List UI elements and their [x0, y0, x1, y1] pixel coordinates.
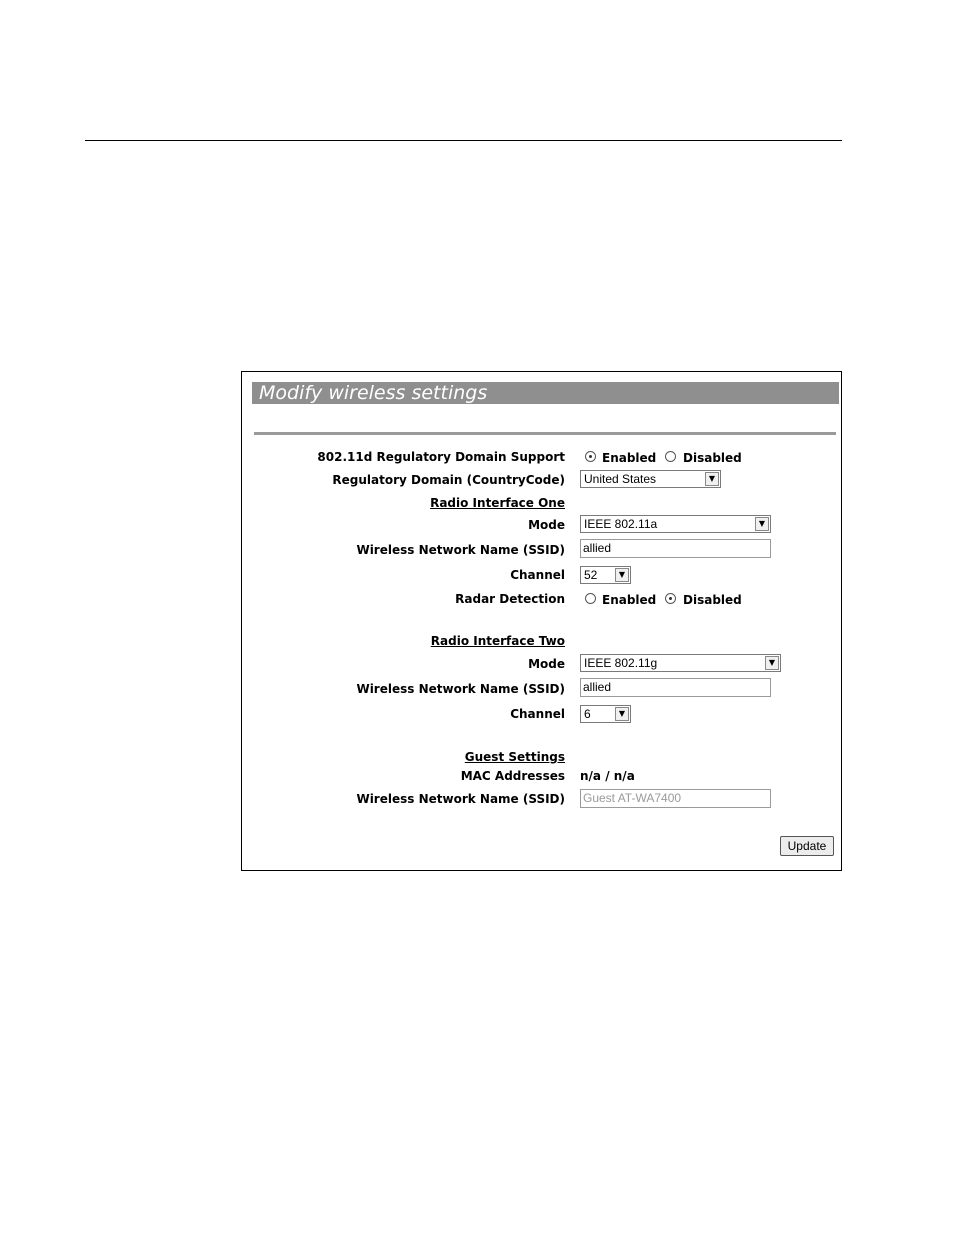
- panel-title: Modify wireless settings: [259, 382, 488, 404]
- regulatory-disabled-radio[interactable]: [665, 451, 676, 462]
- radio-one-mode-select[interactable]: [580, 515, 771, 533]
- country-code-label: Regulatory Domain (CountryCode): [332, 473, 565, 487]
- country-code-value: United States: [584, 472, 657, 486]
- radar-enabled-label[interactable]: Enabled: [602, 593, 657, 607]
- country-code-select[interactable]: [580, 470, 721, 488]
- radio-one-mode-label: Mode: [528, 518, 565, 532]
- radio-two-channel-select[interactable]: [580, 705, 631, 723]
- mac-addresses-label: MAC Addresses: [460, 769, 565, 783]
- radio-one-channel-label: Channel: [510, 568, 565, 582]
- radio-one-ssid-label: Wireless Network Name (SSID): [356, 543, 565, 557]
- update-button[interactable]: Update: [780, 836, 834, 856]
- guest-ssid-label: Wireless Network Name (SSID): [356, 792, 565, 806]
- chevron-down-icon[interactable]: ▼: [765, 656, 779, 670]
- chevron-down-icon[interactable]: ▼: [705, 472, 719, 486]
- radio-two-ssid-input[interactable]: [580, 678, 771, 697]
- radio-two-channel-value: 6: [584, 707, 591, 721]
- guest-settings-heading: Guest Settings: [464, 750, 565, 764]
- radio-one-heading: Radio Interface One: [430, 496, 565, 510]
- radio-one-ssid-value: allied: [583, 541, 612, 555]
- radio-one-channel-value: 52: [584, 568, 598, 582]
- guest-ssid-value: Guest AT-WA7400: [583, 791, 682, 805]
- radio-one-channel-select[interactable]: [580, 566, 631, 584]
- regulatory-enabled-radio[interactable]: [585, 451, 596, 462]
- title-separator: [254, 432, 836, 435]
- guest-ssid-input: [580, 789, 771, 808]
- radio-two-ssid-label: Wireless Network Name (SSID): [356, 682, 565, 696]
- radar-disabled-radio[interactable]: [665, 593, 676, 604]
- panel-title-bar: [252, 382, 839, 404]
- radio-two-heading: Radio Interface Two: [430, 634, 565, 648]
- chevron-down-icon[interactable]: ▼: [615, 568, 629, 582]
- radar-disabled-label[interactable]: Disabled: [683, 593, 742, 607]
- regulatory-support-label: 802.11d Regulatory Domain Support: [317, 450, 565, 464]
- radio-two-channel-label: Channel: [510, 707, 565, 721]
- page-top-rule: [85, 140, 842, 141]
- chevron-down-icon[interactable]: ▼: [615, 707, 629, 721]
- radio-two-ssid-value: allied: [583, 680, 612, 694]
- regulatory-disabled-label[interactable]: Disabled: [683, 451, 742, 465]
- radio-two-mode-value: IEEE 802.11g: [584, 656, 658, 670]
- chevron-down-icon[interactable]: ▼: [755, 517, 769, 531]
- radio-one-ssid-input[interactable]: [580, 539, 771, 558]
- radar-detection-label: Radar Detection: [455, 592, 565, 606]
- wireless-settings-panel: [241, 371, 842, 871]
- radio-two-mode-select[interactable]: [580, 654, 781, 672]
- radio-one-mode-value: IEEE 802.11a: [584, 517, 658, 531]
- mac-addresses-value: n/a / n/a: [580, 769, 635, 783]
- radar-enabled-radio[interactable]: [585, 593, 596, 604]
- radio-two-mode-label: Mode: [528, 657, 565, 671]
- regulatory-enabled-label[interactable]: Enabled: [602, 451, 657, 465]
